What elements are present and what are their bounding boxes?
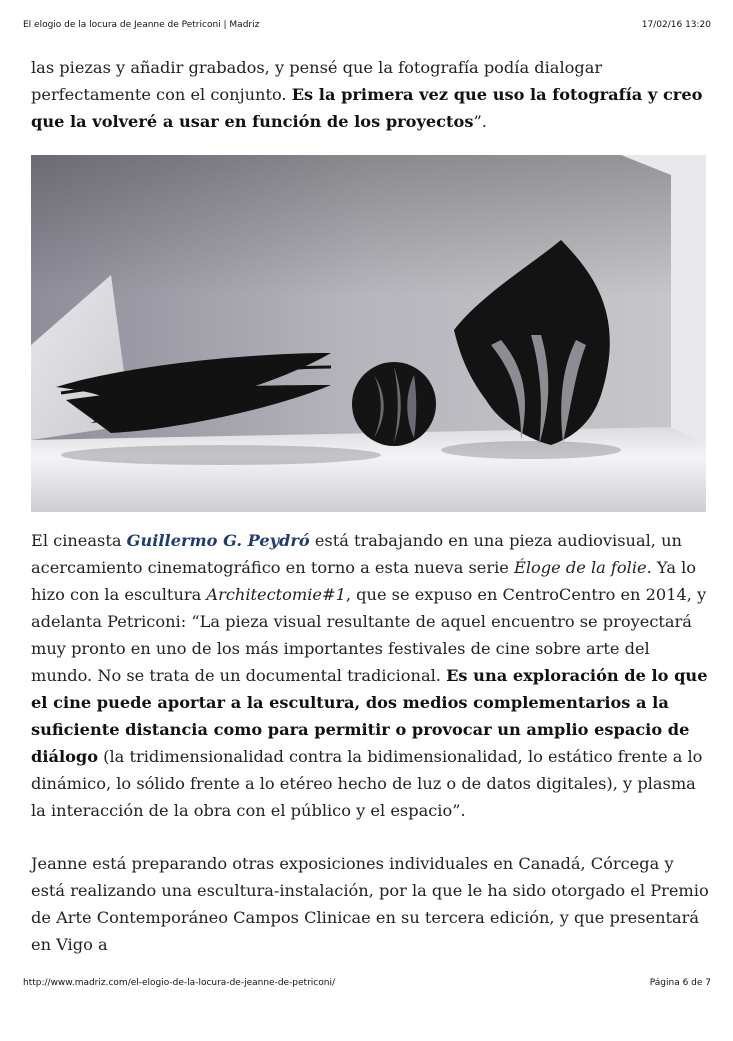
paragraph-2-text-b: está trabajando en una pieza audiovisual, un acercamiento cinematográfico en torno a esta nueva serie <box>31 531 682 577</box>
paragraph-1 <box>31 54 711 135</box>
paragraph-2-text-e: (la tridimensionalidad contra la bidimensionalidad, lo estático frente a lo dinámico, lo sólido frente a lo etéreo hecho de luz o de datos digitales), y plasma la interacción de la obra con el público y el espacio”. <box>31 747 703 820</box>
series-title-eloge: Éloge de la folie <box>514 558 647 577</box>
paragraph-2-text-d: , que se expuso en CentroCentro en 2014, y adelanta Petriconi: “La pieza visual resultante de aquel encuentro se proyectará muy pronto en uno de los más importantes festivales de cine sobre arte del mundo. No se trata de un documental tradicional. <box>31 585 707 685</box>
footer-url: http://www.madriz.com/el-elogio-de-la-locura-de-jeanne-de-petriconi/ <box>23 978 335 988</box>
paragraph-3: Jeanne está preparando otras exposiciones individuales en Canadá, Córcega y está realizando una escultura-instalación, por la que le ha sido otorgado el Premio de Arte Contemporáneo Campos Clinicae en su tercera edición, y que presentará en Vigo a <box>31 854 709 954</box>
paragraph-2-bold: Es una exploración de lo que el cine puede aportar a la escultura, dos medios complementarios a la suficiente distancia como para permitir o provocar un amplio espacio de diálogo <box>31 666 708 766</box>
sculpture-photo <box>31 155 706 512</box>
paragraph-1-text-a: las piezas y añadir grabados, y pensé que la fotografía podía dialogar perfectamente con el conjunto. <box>31 58 603 104</box>
page-header-datetime: 17/02/16 13:20 <box>641 20 711 30</box>
sculpture-title-architectomie: Architectomie#1 <box>206 585 346 604</box>
paragraph-2-text-a: El cineasta <box>31 531 127 550</box>
person-link-guillermo-peydro[interactable]: Guillermo G. Peydró <box>126 531 310 550</box>
page-header-title: El elogio de la locura de Jeanne de Petriconi | Madriz <box>23 20 260 30</box>
paragraph-1-text-b: ”. <box>473 112 487 131</box>
footer-page-number: Página 6 de 7 <box>649 978 711 988</box>
paragraph-2-text-c: . Ya lo hizo con la escultura <box>31 558 697 604</box>
paragraph-2 <box>31 527 711 824</box>
paragraph-1-bold: Es la primera vez que uso la fotografía y creo que la volveré a usar en función de los proyectos <box>31 85 703 131</box>
